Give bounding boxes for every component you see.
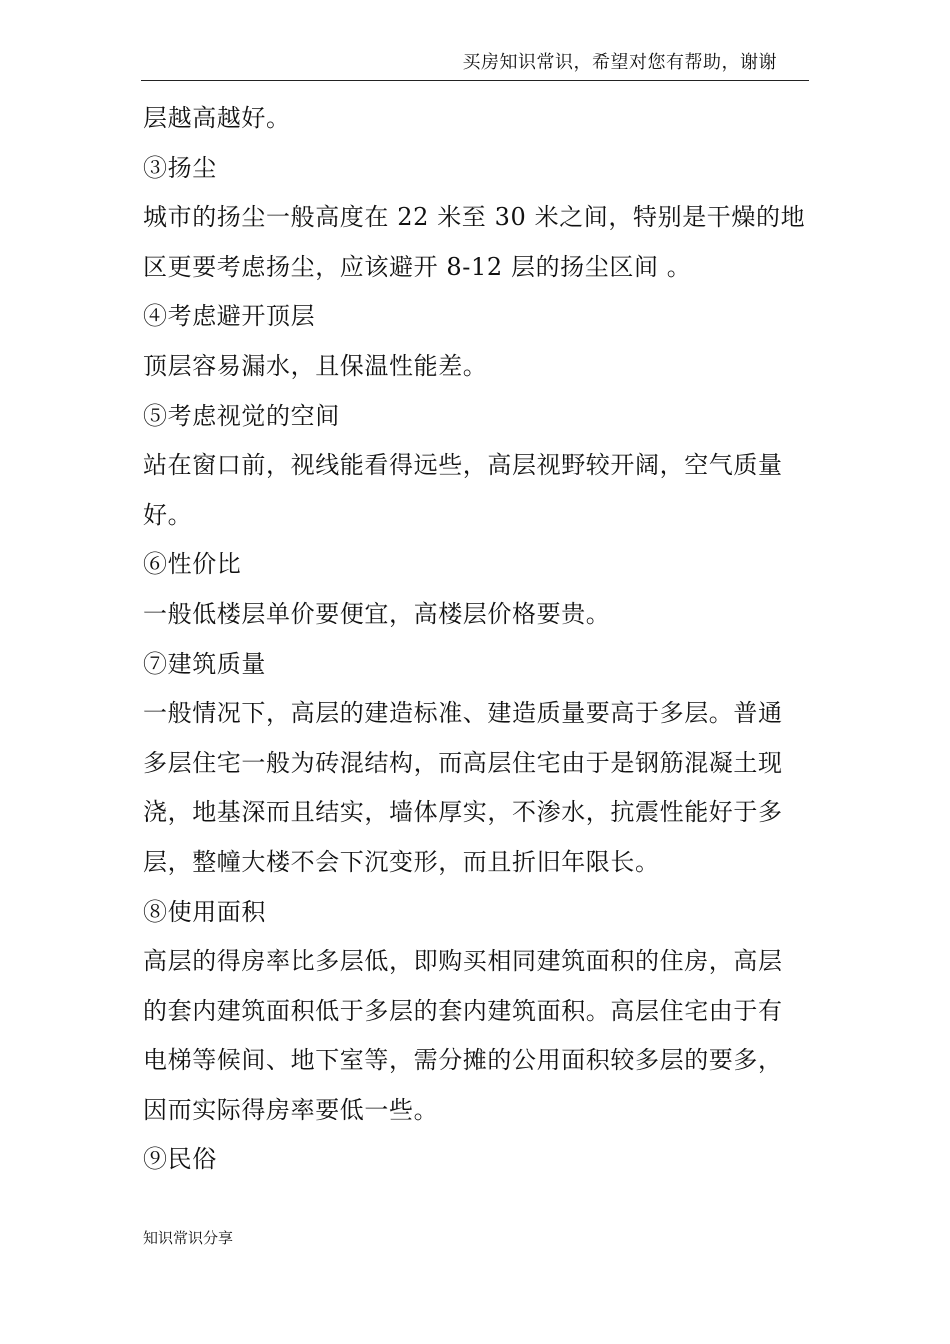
body-line: 区更要考虑扬尘，应该避开 8-12 层的扬尘区间 。 (143, 252, 692, 281)
page-footer: 知识常识分享 (143, 1229, 234, 1247)
section-heading-folk-custom: ⑨民俗 (143, 1145, 217, 1174)
body-line: 多层住宅一般为砖混结构，而高层住宅由于是钢筋混凝土现 (143, 748, 783, 777)
body-line: 顶层容易漏水，且保温性能差。 (143, 351, 488, 380)
body-line: 因而实际得房率要低一些。 (143, 1095, 439, 1124)
section-heading-building-quality: ⑦建筑质量 (143, 649, 266, 678)
section-heading-visual-space: ⑤考虑视觉的空间 (143, 401, 340, 430)
body-line: 一般情况下，高层的建造标准、建造质量要高于多层。普通 (143, 699, 783, 728)
body-line: 好。 (143, 500, 193, 529)
body-line: 层越高越好。 (143, 104, 291, 132)
document-body (143, 94, 813, 1185)
section-heading-cost-performance: ⑥性价比 (143, 550, 242, 579)
body-line: 站在窗口前，视线能看得远些，高层视野较开阔，空气质量 (143, 451, 783, 480)
body-line: 的套内建筑面积低于多层的套内建筑面积。高层住宅由于有 (143, 996, 783, 1025)
section-heading-top-floor: ④考虑避开顶层 (143, 302, 316, 331)
section-heading-dust: ③扬尘 (143, 153, 217, 182)
body-line: 电梯等候间、地下室等，需分摊的公用面积较多层的要多， (143, 1046, 783, 1075)
body-line: 一般低楼层单价要便宜，高楼层价格要贵。 (143, 599, 611, 628)
section-heading-usable-area: ⑧使用面积 (143, 897, 266, 926)
body-line: 城市的扬尘一般高度在 22 米至 30 米之间，特别是干燥的地 (143, 203, 806, 232)
body-line: 高层的得房率比多层低，即购买相同建筑面积的住房，高层 (143, 947, 783, 976)
page-header (141, 50, 809, 81)
body-line: 层，整幢大楼不会下沉变形，而且折旧年限长。 (143, 847, 660, 876)
header-text: 买房知识常识，希望对您有帮助，谢谢 (462, 52, 777, 73)
body-line: 浇，地基深而且结实，墙体厚实，不渗水，抗震性能好于多 (143, 798, 783, 827)
